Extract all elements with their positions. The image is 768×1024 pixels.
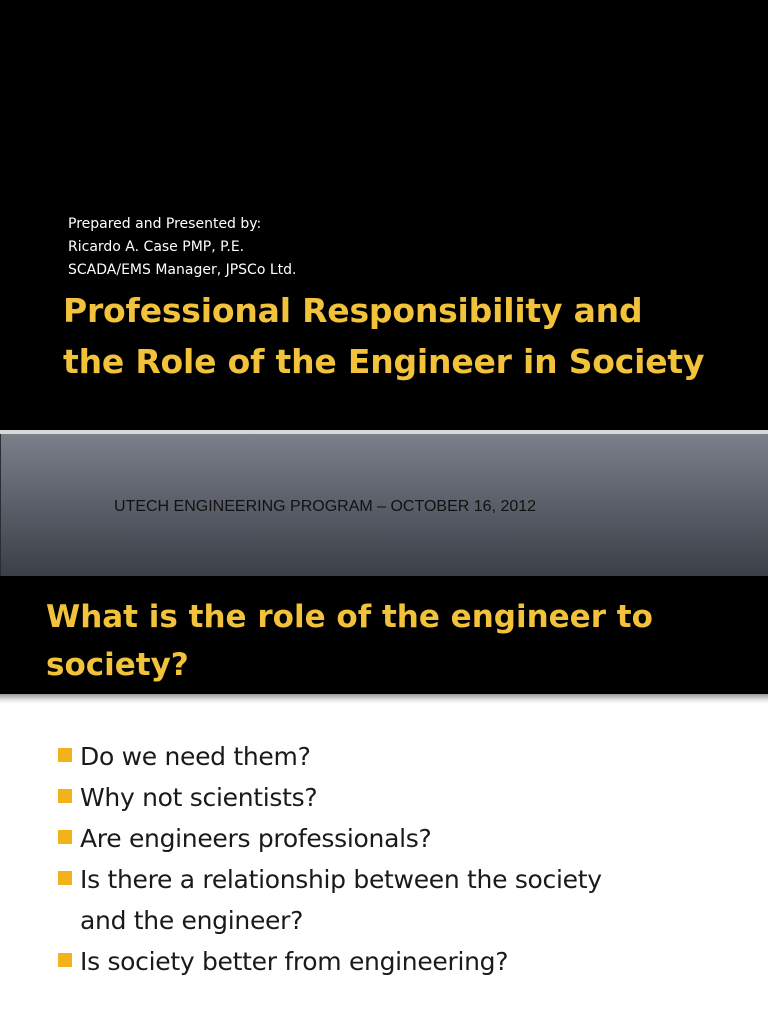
square-bullet-icon (58, 830, 72, 844)
square-bullet-icon (58, 789, 72, 803)
presenter-block (68, 213, 296, 282)
list-item (56, 941, 756, 982)
header-rule (0, 694, 768, 704)
bullet-text: Are engineers professionals? (80, 824, 432, 853)
slide-title-line-1: Professional Responsibility and (63, 291, 643, 330)
program-subtitle: UTECH ENGINEERING PROGRAM – OCTOBER 16, 2012 (114, 498, 537, 515)
question-slide-header (0, 576, 768, 694)
bullet-text-continued: and the engineer? (80, 906, 304, 935)
question-title-line-1: What is the role of the engineer to (46, 599, 653, 635)
bullet-list (56, 736, 756, 982)
title-slide (0, 0, 768, 430)
presenter-name: Ricardo A. Case PMP, P.E. (68, 239, 245, 255)
square-bullet-icon (58, 871, 72, 885)
presenter-line: Prepared and Presented by: (68, 216, 262, 232)
list-item (56, 859, 756, 941)
bullet-text: Do we need them? (80, 742, 311, 771)
list-item (56, 818, 756, 859)
question-title-line-2: society? (46, 647, 189, 683)
slide-title-line-2: the Role of the Engineer in Society (63, 342, 705, 381)
bullet-text: Is there a relationship between the society (80, 865, 602, 894)
square-bullet-icon (58, 953, 72, 967)
bullet-text: Is society better from engineering? (80, 947, 509, 976)
bullet-text: Why not scientists? (80, 783, 318, 812)
square-bullet-icon (58, 748, 72, 762)
list-item (56, 777, 756, 818)
question-title (46, 593, 756, 689)
subtitle-band (0, 434, 768, 576)
slide-title (63, 285, 763, 387)
list-item (56, 736, 756, 777)
presenter-role: SCADA/EMS Manager, JPSCo Ltd. (68, 262, 297, 278)
